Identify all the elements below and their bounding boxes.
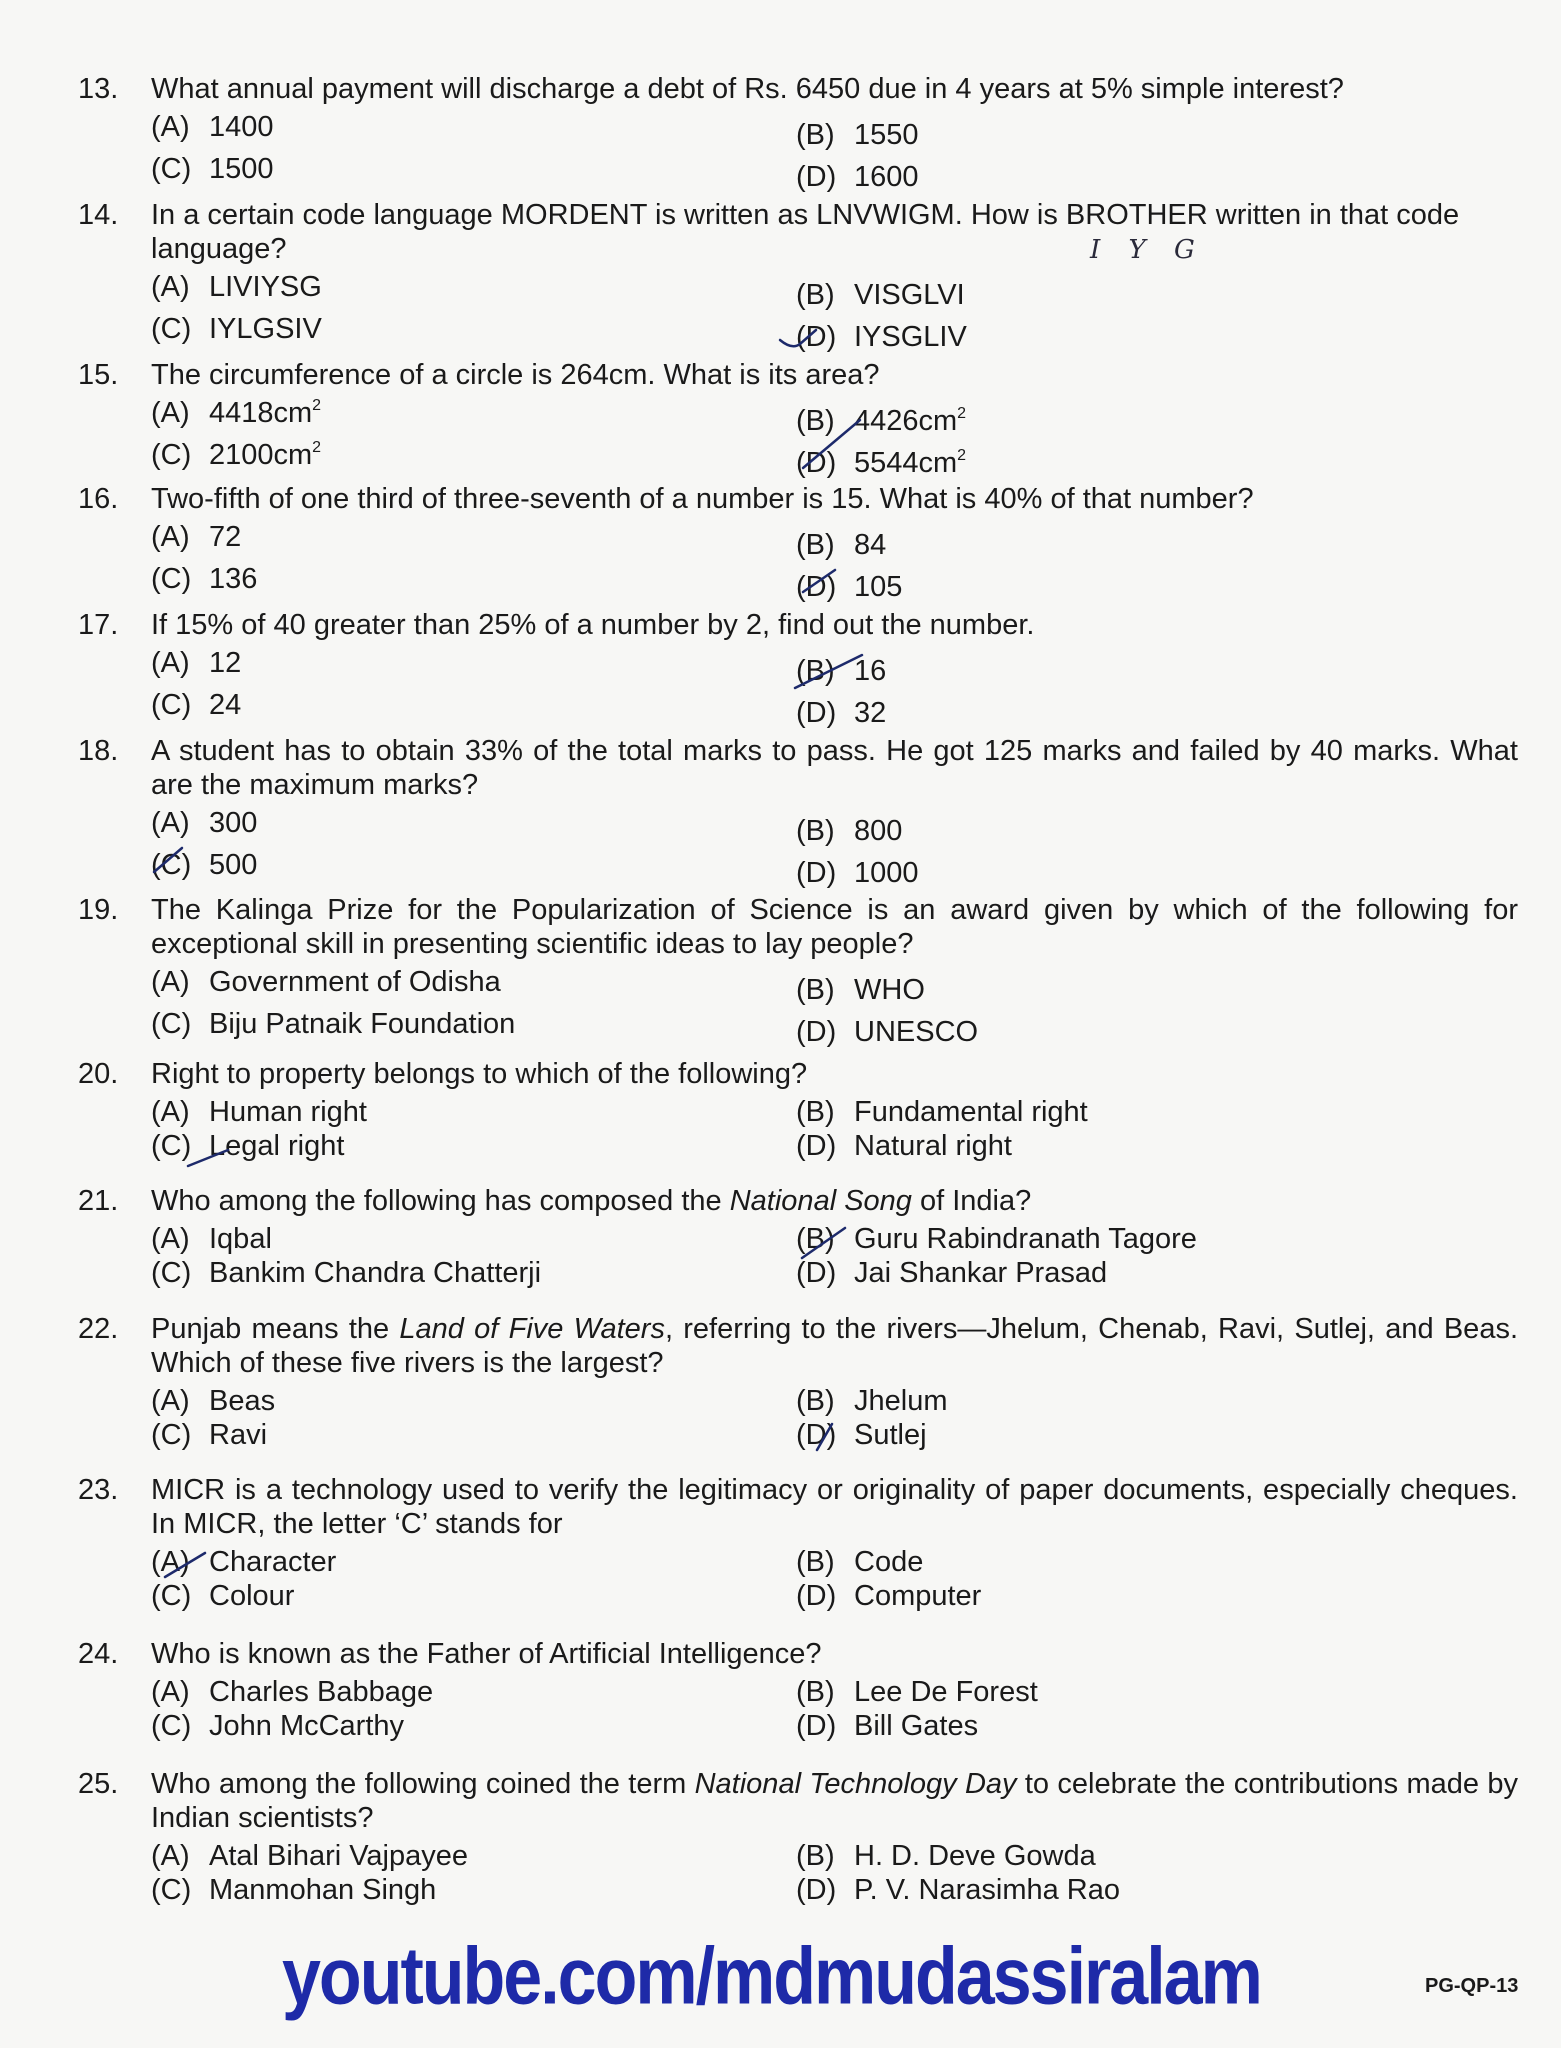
option-b: (B) $4426cm^2$ — [796, 405, 967, 437]
option-b: (B) 84 — [796, 529, 887, 561]
option-b: (B) VISGLVI — [796, 279, 965, 311]
option-a: (A) Charles Babbage — [151, 1676, 434, 1708]
question-text: Who is known as the Father of Artificial Intelligence? — [151, 1638, 822, 1670]
question-text: Punjab means the Land of Five Waters, referring to the rivers—Jhelum, Chenab, Ravi, Sutlej, and Beas. Which of these five rivers is the largest? — [151, 1313, 1518, 1379]
option-c: (C) Biju Patnaik Foundation — [151, 1008, 516, 1040]
option-a: (A) Government of Odisha — [151, 966, 501, 998]
tick-mark-q20 — [188, 1150, 228, 1166]
question-text: The Kalinga Prize for the Popularization of Science is an award given by which of the following for exceptional skill in presenting scientific ideas to lay people? — [151, 894, 1518, 960]
question-text: In a certain code language MORDENT is written as LNVWIGM. How is BROTHER written in that code language? — [151, 199, 1460, 265]
question-number: 20. — [78, 1058, 119, 1090]
option-d: (D) UNESCO — [796, 1016, 979, 1048]
option-d: (D) IYSGLIV — [796, 321, 967, 353]
option-b: (B) WHO — [796, 974, 925, 1006]
question-number: 19. — [78, 894, 119, 926]
question-text: Who among the following coined the term National Technology Day to celebrate the contributions made by Indian scientists? — [151, 1768, 1518, 1834]
question-number: 21. — [78, 1185, 119, 1217]
option-b: (B) Guru Rabindranath Tagore — [796, 1223, 1197, 1255]
question-text: Right to property belongs to which of the following? — [151, 1058, 808, 1090]
footer-youtube-link[interactable]: youtube.com/mdmudassiralam — [282, 1931, 1261, 2021]
option-b: (B) 16 — [796, 655, 887, 687]
option-a: (A) Human right — [151, 1096, 367, 1128]
question-number: 14. — [78, 199, 119, 231]
option-b: (B) Code — [796, 1546, 924, 1578]
question-number: 18. — [78, 735, 119, 767]
option-b: (B) Fundamental right — [796, 1096, 1088, 1128]
option-c: (C) Legal right — [151, 1130, 345, 1162]
question-text: A student has to obtain 33% of the total marks to pass. He got 125 marks and failed by 40 marks. What are the maximum marks? — [151, 735, 1518, 801]
option-d: (D) Computer — [796, 1580, 982, 1612]
option-d: (D) 1000 — [796, 857, 919, 889]
option-d: (D) $5544cm^2$ — [796, 447, 967, 479]
option-d: (D) Bill Gates — [796, 1710, 979, 1742]
option-c: (C) John McCarthy — [151, 1710, 405, 1742]
option-b: (B) 1550 — [796, 119, 919, 151]
tick-mark-q15 — [803, 420, 860, 468]
question-text: What annual payment will discharge a debt of Rs. 6450 due in 4 years at 5% simple interest? — [151, 73, 1344, 105]
tick-mark-q21 — [802, 1228, 845, 1258]
option-a: (A) Iqbal — [151, 1223, 272, 1255]
option-d: (D) Sutlej — [796, 1419, 927, 1451]
question-number: 13. — [78, 73, 119, 105]
option-a: (A) 72 — [151, 521, 242, 553]
question-number: 15. — [78, 359, 119, 391]
question-number: 23. — [78, 1474, 119, 1506]
option-c: (C) 24 — [151, 689, 242, 721]
handwritten-note: I Y G — [1090, 235, 1205, 265]
option-a: (A) $4418cm^2$ — [151, 397, 322, 429]
question-text: Two-fifth of one third of three-seventh of a number is 15. What is 40% of that number? — [151, 483, 1254, 515]
option-a: (A) LIVIYSG — [151, 271, 322, 303]
tick-mark-q16 — [803, 570, 835, 592]
option-c: (C) IYLGSIV — [151, 313, 322, 345]
tick-mark-q22 — [817, 1424, 832, 1450]
option-c: (C) 1500 — [151, 153, 274, 185]
tick-mark-q23 — [165, 1553, 205, 1577]
option-c: (C) Ravi — [151, 1419, 268, 1451]
option-b: (B) H. D. Deve Gowda — [796, 1840, 1096, 1872]
option-c: (C) Colour — [151, 1580, 295, 1612]
tick-mark-q14 — [780, 330, 816, 346]
option-c: (C) Manmohan Singh — [151, 1874, 437, 1906]
question-number: 24. — [78, 1638, 119, 1670]
option-c: (C) 500 — [151, 849, 258, 881]
tick-mark-q18 — [154, 848, 182, 872]
page-code: PG-QP-13 — [1425, 1975, 1519, 1997]
option-d: (D) 1600 — [796, 161, 919, 193]
option-a: (A) Beas — [151, 1385, 276, 1417]
option-c: (C) Bankim Chandra Chatterji — [151, 1257, 542, 1289]
question-text: If 15% of 40 greater than 25% of a number by 2, find out the number. — [151, 609, 1035, 641]
option-c: (C) 136 — [151, 563, 258, 595]
option-a: (A) Atal Bihari Vajpayee — [151, 1840, 469, 1872]
option-d: (D) 32 — [796, 697, 887, 729]
option-c: (C) $2100cm^2$ — [151, 439, 322, 471]
question-text: The circumference of a circle is 264cm. What is its area? — [151, 359, 880, 391]
option-d: (D) Jai Shankar Prasad — [796, 1257, 1108, 1289]
option-a: (A) 300 — [151, 807, 258, 839]
option-d: (D) Natural right — [796, 1130, 1012, 1162]
question-number: 25. — [78, 1768, 119, 1800]
tick-mark-q17 — [795, 655, 862, 688]
option-a: (A) Character — [151, 1546, 337, 1578]
option-b: (B) Jhelum — [796, 1385, 948, 1417]
option-b: (B) Lee De Forest — [796, 1676, 1038, 1708]
question-number: 22. — [78, 1313, 119, 1345]
option-a: (A) 12 — [151, 647, 242, 679]
option-a: (A) 1400 — [151, 111, 274, 143]
question-text: MICR is a technology used to verify the legitimacy or originality of paper documents, especially cheques. In MICR, the letter ‘C’ stands for — [151, 1474, 1518, 1540]
option-b: (B) 800 — [796, 815, 903, 847]
question-number: 17. — [78, 609, 119, 641]
option-d: (D) 105 — [796, 571, 903, 603]
option-d: (D) P. V. Narasimha Rao — [796, 1874, 1120, 1906]
question-number: 16. — [78, 483, 119, 515]
question-text: Who among the following has composed the National Song of India? — [151, 1185, 1032, 1217]
